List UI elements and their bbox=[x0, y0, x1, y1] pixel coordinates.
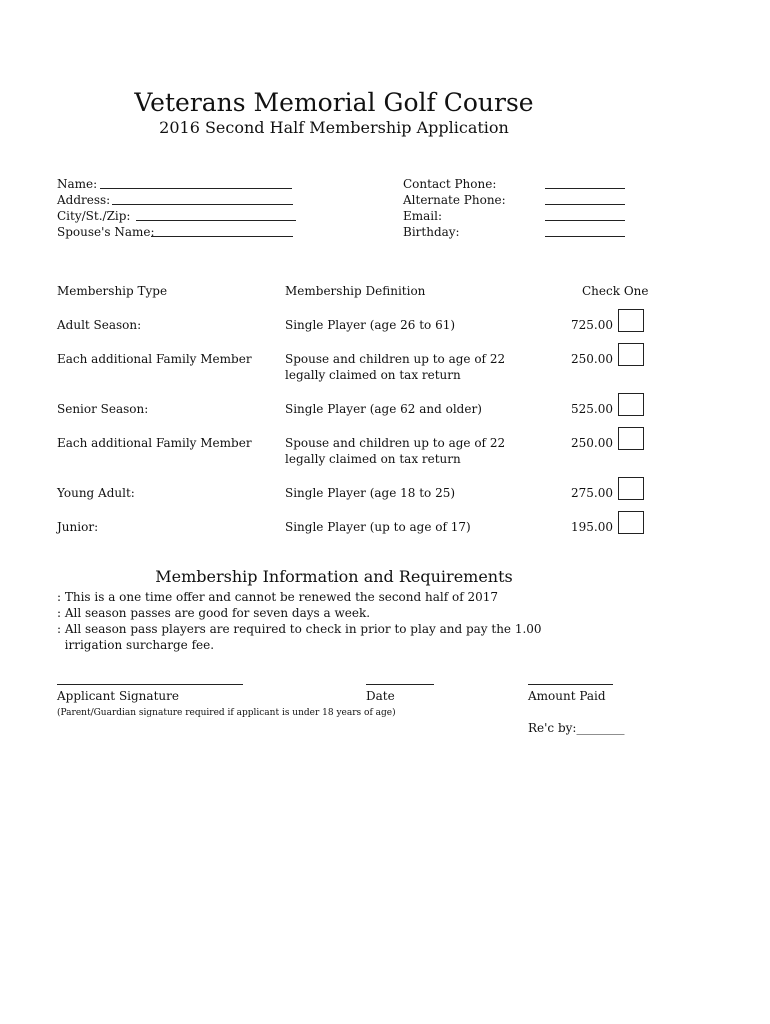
row-definition-line2: legally claimed on tax return bbox=[285, 452, 461, 466]
row-price: 250.00 bbox=[571, 352, 613, 366]
name-field[interactable] bbox=[100, 188, 292, 189]
applicant-signature-line[interactable] bbox=[57, 684, 243, 685]
birthday-field[interactable] bbox=[545, 236, 625, 237]
row-definition: Spouse and children up to age of 22 bbox=[285, 436, 506, 450]
row-definition: Single Player (age 26 to 61) bbox=[285, 318, 456, 332]
row-price: 250.00 bbox=[571, 436, 613, 450]
row-definition: Spouse and children up to age of 22 bbox=[285, 352, 506, 366]
address-label: Address: bbox=[57, 193, 111, 207]
row-price: 525.00 bbox=[571, 402, 613, 416]
row-checkbox[interactable] bbox=[618, 511, 644, 534]
row-definition: Single Player (up to age of 17) bbox=[285, 520, 471, 534]
alternate-phone-label: Alternate Phone: bbox=[403, 193, 506, 207]
header-membership-type: Membership Type bbox=[57, 284, 168, 298]
row-checkbox[interactable] bbox=[618, 343, 644, 366]
contact-phone-field[interactable] bbox=[545, 188, 625, 189]
contact-phone-label: Contact Phone: bbox=[403, 177, 497, 191]
page-subtitle: 2016 Second Half Membership Application bbox=[159, 118, 509, 137]
date-label: Date bbox=[366, 689, 395, 703]
amount-paid-label: Amount Paid bbox=[528, 689, 606, 703]
guardian-note: (Parent/Guardian signature required if applicant is under 18 years of age) bbox=[57, 708, 396, 718]
row-type: Adult Season: bbox=[57, 318, 142, 332]
row-price: 275.00 bbox=[571, 486, 613, 500]
row-checkbox[interactable] bbox=[618, 427, 644, 450]
received-by: Re'c by:________ bbox=[528, 721, 625, 735]
email-field[interactable] bbox=[545, 220, 625, 221]
row-definition: Single Player (age 18 to 25) bbox=[285, 486, 456, 500]
city-label: City/St./Zip: bbox=[57, 209, 131, 223]
info-line: : All season pass players are required to check in prior to play and pay the 1.00 bbox=[57, 622, 542, 636]
header-membership-definition: Membership Definition bbox=[285, 284, 426, 298]
birthday-label: Birthday: bbox=[403, 225, 460, 239]
row-price: 195.00 bbox=[571, 520, 613, 534]
row-definition-line2: legally claimed on tax return bbox=[285, 368, 461, 382]
row-price: 725.00 bbox=[571, 318, 613, 332]
row-type: Junior: bbox=[57, 520, 99, 534]
row-type: Each additional Family Member bbox=[57, 436, 252, 450]
row-checkbox[interactable] bbox=[618, 393, 644, 416]
name-label: Name: bbox=[57, 177, 98, 191]
info-line: : This is a one time offer and cannot be renewed the second half of 2017 bbox=[57, 590, 499, 604]
spouse-field[interactable] bbox=[151, 236, 293, 237]
info-heading: Membership Information and Requirements bbox=[155, 567, 513, 586]
info-line: : All season passes are good for seven days a week. bbox=[57, 606, 371, 620]
row-checkbox[interactable] bbox=[618, 477, 644, 500]
applicant-signature-label: Applicant Signature bbox=[57, 689, 179, 703]
page-title: Veterans Memorial Golf Course bbox=[134, 88, 534, 117]
email-label: Email: bbox=[403, 209, 443, 223]
date-line[interactable] bbox=[366, 684, 434, 685]
row-type: Young Adult: bbox=[57, 486, 135, 500]
alternate-phone-field[interactable] bbox=[545, 204, 625, 205]
spouse-label: Spouse's Name: bbox=[57, 225, 155, 239]
info-line: irrigation surcharge fee. bbox=[57, 638, 215, 652]
row-type: Senior Season: bbox=[57, 402, 149, 416]
row-checkbox[interactable] bbox=[618, 309, 644, 332]
address-field[interactable] bbox=[112, 204, 293, 205]
city-field[interactable] bbox=[136, 220, 296, 221]
header-check-one: Check One bbox=[582, 284, 649, 298]
row-type: Each additional Family Member bbox=[57, 352, 252, 366]
row-definition: Single Player (age 62 and older) bbox=[285, 402, 482, 416]
amount-paid-line[interactable] bbox=[528, 684, 613, 685]
